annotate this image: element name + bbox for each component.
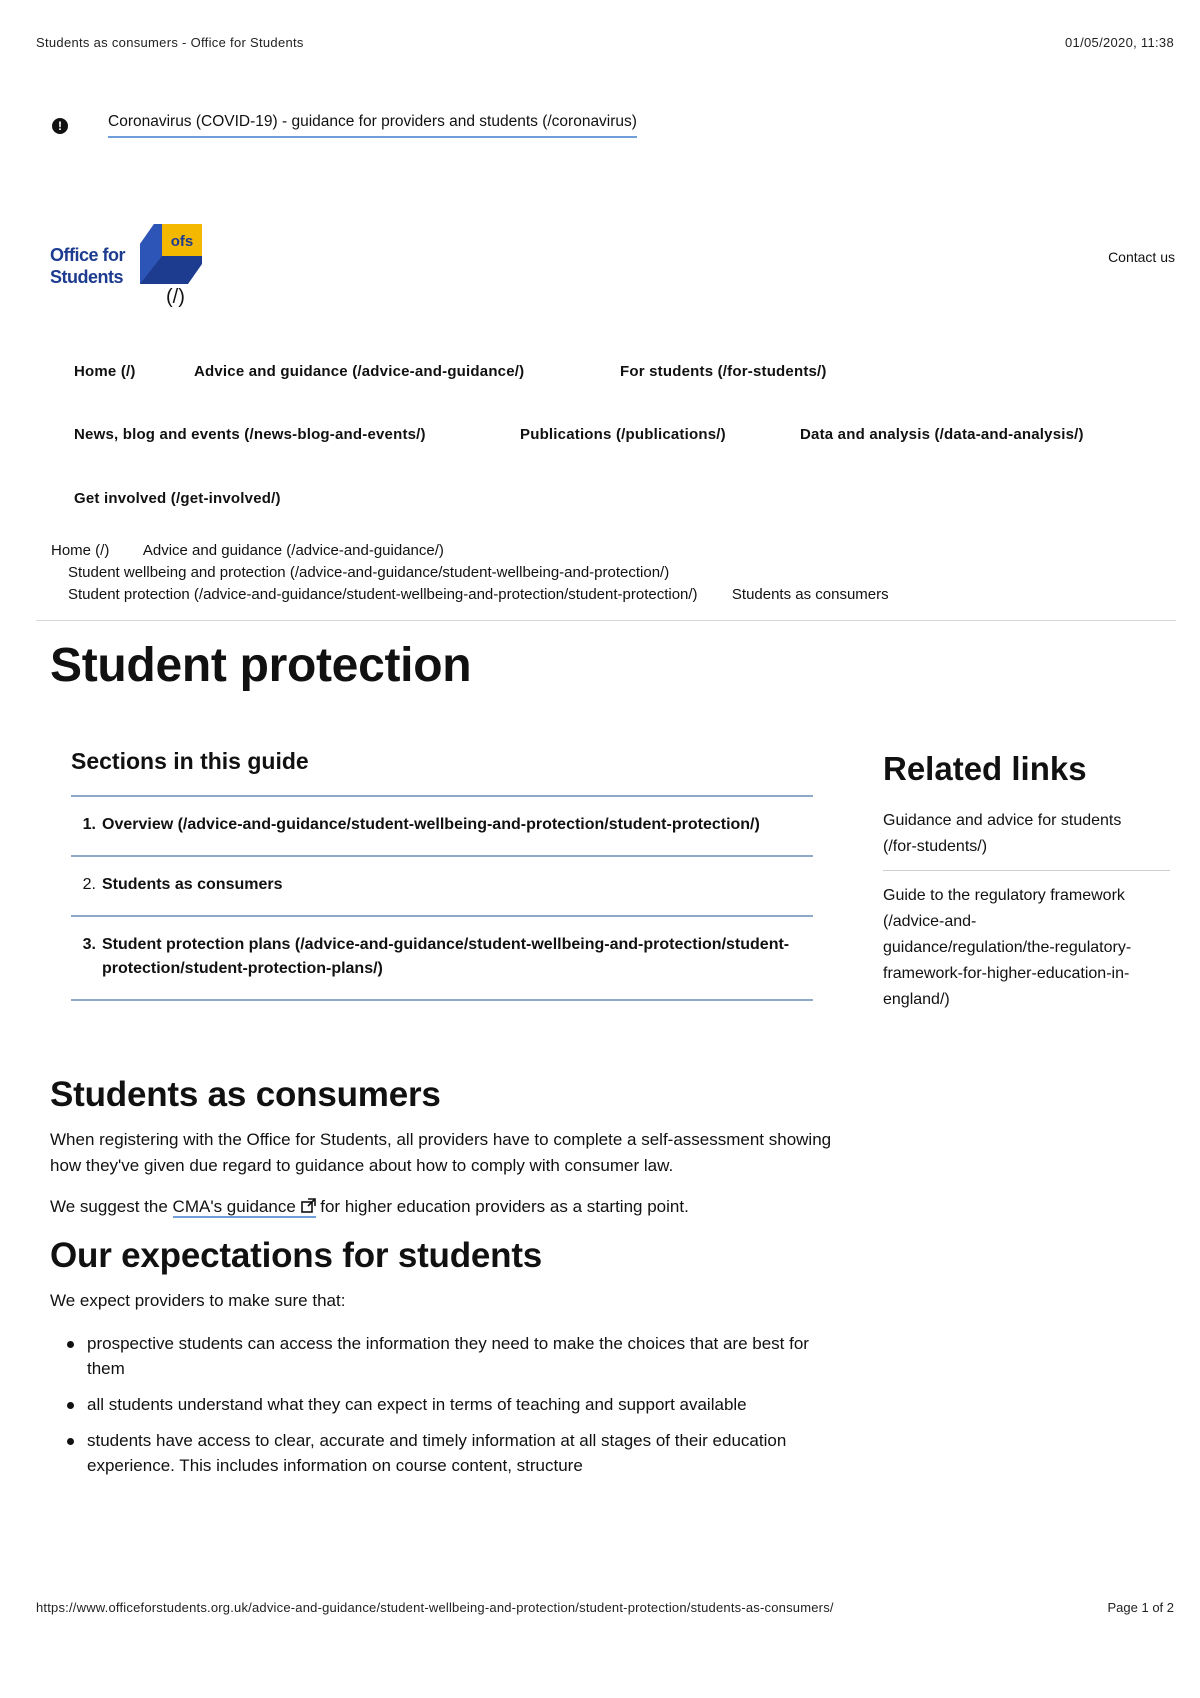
breadcrumb-home[interactable]: Home (/) <box>51 542 110 559</box>
breadcrumb <box>51 540 889 606</box>
consumer-law-paragraph: When registering with the Office for Students, all providers have to complete a self-assessment showing how they've given due regard to guidance about how to comply with consumer law. <box>50 1130 832 1175</box>
external-link-icon <box>301 1198 316 1213</box>
nav-item-news-blog-events[interactable]: News, blog and events (/news-blog-and-events/) <box>74 426 426 443</box>
guide-sections <box>71 748 813 1001</box>
related-link-text: (/for-students/) <box>883 838 988 855</box>
breadcrumb-divider <box>36 620 1176 621</box>
cma-guidance-link[interactable] <box>173 1197 316 1218</box>
print-page-number: Page 1 of 2 <box>1107 1600 1174 1615</box>
nav-item-data-and-analysis[interactable]: Data and analysis (/data-and-analysis/) <box>800 426 1084 443</box>
related-link-text: framework-for-higher-education-in- <box>883 965 1130 982</box>
guide-item-number: 2. <box>82 876 96 893</box>
guide-item-label: Student protection plans (/advice-and-guidance/student-wellbeing-and-protection/student-protection/student-protection-plans/) <box>102 936 790 977</box>
covid-guidance-link[interactable]: Coronavirus (COVID-19) - guidance for providers and students (/coronavirus) <box>108 113 637 138</box>
page-title: Student protection <box>50 639 472 692</box>
logo-wordmark <box>50 244 125 288</box>
related-link-text: Guidance and advice for students <box>883 812 1122 829</box>
nav-item-for-students[interactable]: For students (/for-students/) <box>620 363 827 380</box>
logo-line-2: Students <box>50 267 124 287</box>
list-item: all students understand what they can expect in terms of teaching and support available <box>87 1392 840 1417</box>
breadcrumb-current: Students as consumers <box>731 586 889 603</box>
related-link-text: england/) <box>883 991 950 1008</box>
related-link-text: guidance/regulation/the-regulatory- <box>883 939 1132 956</box>
related-link-text: (/advice-and- <box>883 913 977 930</box>
nav-item-advice-and-guidance[interactable]: Advice and guidance (/advice-and-guidance/) <box>194 363 525 380</box>
related-links-heading: Related links <box>883 750 1087 787</box>
cma-guidance-link-text: CMA's guidance <box>172 1197 296 1216</box>
covid-banner <box>52 113 637 138</box>
related-links-divider <box>883 870 1170 871</box>
section-heading-students-as-consumers: Students as consumers <box>50 1075 441 1114</box>
contact-us-link[interactable]: Contact us <box>1108 249 1175 265</box>
breadcrumb-advice-and-guidance[interactable]: Advice and guidance (/advice-and-guidance/) <box>142 542 444 559</box>
guide-item-overview[interactable] <box>71 797 813 857</box>
guide-item-label: Overview (/advice-and-guidance/student-wellbeing-and-protection/student-protection/) <box>102 816 760 833</box>
print-timestamp: 01/05/2020, 11:38 <box>1065 35 1174 50</box>
related-link-guidance-for-students[interactable] <box>883 808 1170 870</box>
related-link-regulatory-framework[interactable] <box>883 883 1170 1023</box>
nav-item-get-involved[interactable]: Get involved (/get-involved/) <box>74 490 281 507</box>
guide-item-label: Students as consumers <box>102 876 283 893</box>
breadcrumb-student-wellbeing[interactable]: Student wellbeing and protection (/advice-and-guidance/student-wellbeing-and-protection/) <box>68 564 670 581</box>
cma-paragraph <box>50 1194 840 1220</box>
cma-paragraph-text: We suggest the <box>50 1197 173 1216</box>
guide-item-students-as-consumers <box>71 857 813 917</box>
related-link-text: Guide to the regulatory framework <box>883 887 1125 904</box>
expectations-list <box>50 1331 840 1478</box>
guide-item-number: 3. <box>82 936 96 953</box>
expectations-intro: We expect providers to make sure that: <box>50 1291 346 1310</box>
guide-heading: Sections in this guide <box>71 748 309 774</box>
list-item: prospective students can access the information they need to make the choices that are best for them <box>87 1331 840 1381</box>
logo-badge-text: ofs <box>170 233 194 250</box>
cma-paragraph-text: for higher education providers as a starting point. <box>315 1197 689 1216</box>
print-page-title: Students as consumers - Office for Students <box>36 35 304 50</box>
logo-link-text: (/) <box>166 286 185 308</box>
logo-line-1: Office for <box>50 245 126 265</box>
breadcrumb-student-protection[interactable]: Student protection (/advice-and-guidance/student-wellbeing-and-protection/student-protection/) <box>68 586 698 603</box>
related-links <box>883 750 1170 1023</box>
ofs-logo[interactable] <box>50 224 200 314</box>
list-item: students have access to clear, accurate and timely information at all stages of their education experience. This includes information on course content, structure <box>87 1428 840 1478</box>
section-heading-expectations: Our expectations for students <box>50 1236 543 1275</box>
nav-item-home[interactable]: Home (/) <box>74 363 136 380</box>
guide-item-student-protection-plans[interactable] <box>71 917 813 1001</box>
main-content <box>50 1075 840 1489</box>
nav-item-publications[interactable]: Publications (/publications/) <box>520 426 726 443</box>
ofs-cube-icon <box>140 224 202 284</box>
alert-icon: ! <box>52 118 68 134</box>
guide-item-number: 1. <box>82 816 96 833</box>
print-page-url: https://www.officeforstudents.org.uk/advice-and-guidance/student-wellbeing-and-protection/student-protection/students-as-consumers/ <box>36 1600 834 1615</box>
